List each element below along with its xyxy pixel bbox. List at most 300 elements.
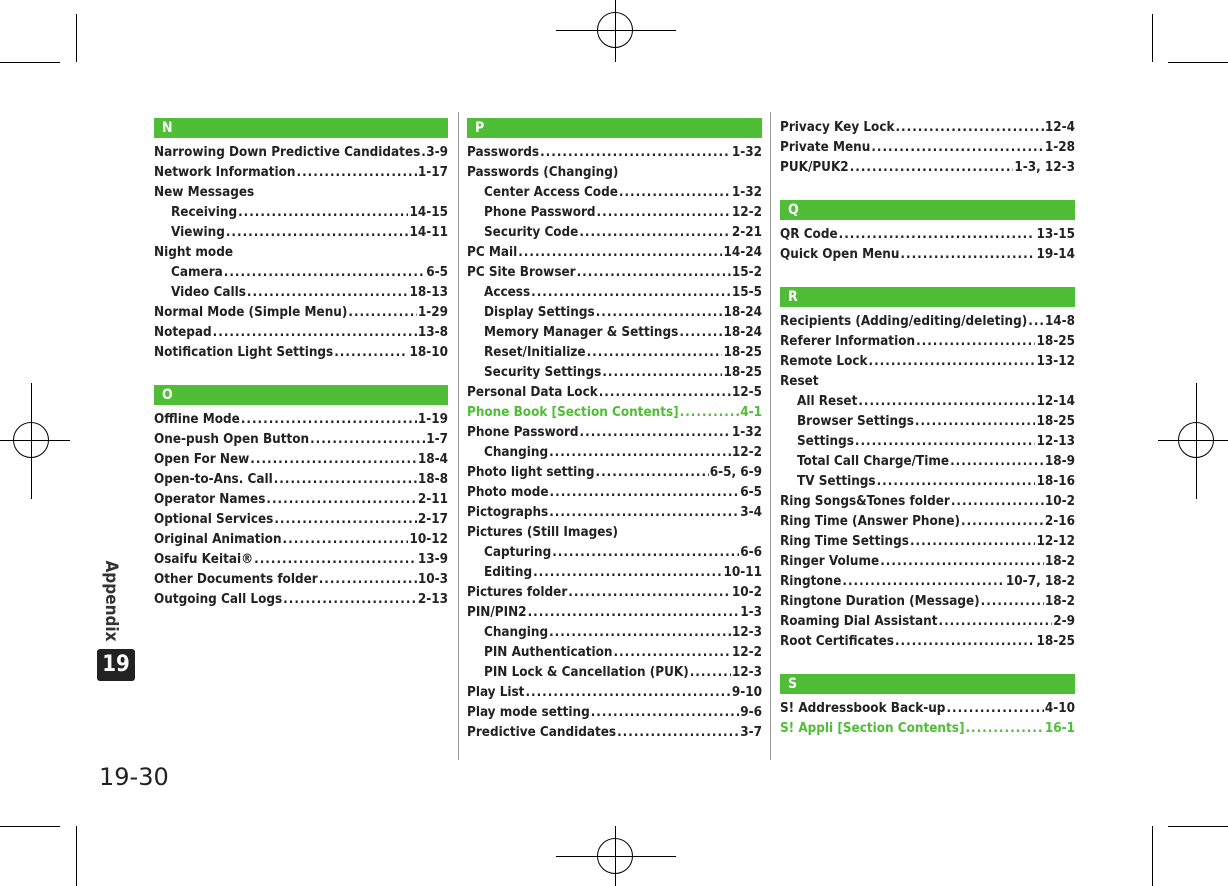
dot-leader [518,243,722,263]
crop-mark [0,826,60,827]
entry-term: S! Addressbook Back-up [780,701,946,716]
entry-term: PC Mail [467,245,518,260]
index-entry [467,503,762,523]
index-entry [467,163,762,183]
index-entry [467,663,762,683]
dot-leader [421,143,425,163]
dot-leader [1028,312,1044,332]
index-entry [154,550,448,570]
entry-page-ref: 9-10 [731,685,762,700]
entry-term: Pictographs [467,505,549,520]
index-entry [467,283,762,303]
entry-term: Offline Mode [154,412,240,427]
entry-page-ref: 12-13 [1036,434,1075,449]
dot-leader [617,723,739,743]
dot-leader [549,503,739,523]
entry-term: PC Site Browser [467,265,576,280]
entry-page-ref: 2-13 [417,592,448,607]
entry-term: Notification Light Settings [154,345,334,360]
index-entry [154,570,448,590]
entry-term: Recipients (Adding/editing/deleting) [780,314,1028,329]
entry-term: Ring Songs&Tones folder [780,494,950,509]
index-entry [780,352,1075,372]
index-entry [467,383,762,403]
entry-term: Private Menu [780,140,871,155]
index-entry [154,430,448,450]
entry-page-ref: 12-2 [731,445,762,460]
index-entry [780,552,1075,572]
dot-leader [895,632,1036,652]
entry-term: Open-to-Ans. Call [154,472,273,487]
index-entry [467,643,762,663]
entry-term: Viewing [171,225,225,240]
crop-mark [76,826,77,886]
dot-leader [274,510,417,530]
column-divider [770,112,771,760]
index-entry [780,412,1075,432]
chapter-number-badge: 19 [97,649,135,681]
index-entry [780,699,1075,719]
section-header: Q [780,200,1075,220]
index-entry [467,523,762,543]
entry-term: Photo light setting [467,465,595,480]
index-entry [780,512,1075,532]
entry-page-ref: 15-5 [731,285,762,300]
entry-page-ref: 18-8 [417,472,448,487]
index-entry [154,450,448,470]
index-entry [467,443,762,463]
entry-page-ref: 2-17 [417,512,448,527]
entry-term: Passwords (Changing) [467,165,619,180]
entry-term: All Reset [797,394,858,409]
index-column-2 [467,118,762,743]
index-column-1 [154,118,448,610]
entry-term: Optional Services [154,512,274,527]
dot-leader [900,245,1035,265]
entry-term: Browser Settings [797,414,914,429]
dot-leader [213,323,417,343]
entry-page-ref: 18-2 [1044,554,1075,569]
entry-term: Memory Manager & Settings [484,325,679,340]
entry-page-ref: 2-9 [1053,614,1075,629]
entry-page-ref: 18-4 [417,452,448,467]
index-column-3 [780,118,1075,739]
entry-page-ref: 18-2 [1044,594,1075,609]
entry-page-ref: 10-2 [731,585,762,600]
index-entry [780,118,1075,138]
entry-page-ref: 9-6 [740,705,762,720]
entry-term: Root Certificates [780,634,894,649]
entry-term: S! Appli [Section Contents] [780,721,965,736]
crop-mark [1168,62,1228,63]
entry-page-ref: 2-11 [417,492,448,507]
entry-term: Predictive Candidates [467,725,617,740]
entry-term: TV Settings [797,474,876,489]
dot-leader [850,158,1014,178]
entry-term: Osaifu Keitai® [154,552,254,567]
entry-term: Original Animation [154,532,282,547]
dot-leader [950,452,1044,472]
index-entry [467,263,762,283]
entry-term: Privacy Key Lock [780,120,895,135]
entry-page-ref: 12-12 [1036,534,1075,549]
dot-leader [981,592,1044,612]
entry-page-ref: 13-9 [417,552,448,567]
section-header: R [780,287,1075,307]
entry-term: Total Call Charge/Time [797,454,950,469]
entry-term: Night mode [154,245,233,260]
entry-page-ref: 6-5 [426,265,448,280]
dot-leader [531,283,731,303]
dot-leader [869,352,1036,372]
entry-term: Outgoing Call Logs [154,592,283,607]
dot-leader [690,663,731,683]
entry-page-ref: 14-8 [1044,314,1075,329]
index-entry [780,225,1075,245]
section-header: S [780,674,1075,694]
index-entry [154,243,448,263]
entry-term: Pictures folder [467,585,568,600]
crop-mark [1152,826,1153,886]
index-entry [780,572,1075,592]
entry-term: Reset/Initialize [484,345,586,360]
crop-mark [76,14,77,62]
entry-page-ref: 18-25 [1036,414,1075,429]
dot-leader [839,225,1036,245]
dot-leader [224,263,425,283]
dot-leader [274,470,417,490]
entry-page-ref: 18-24 [723,305,762,320]
section-header: N [154,118,448,138]
index-entry [780,632,1075,652]
entry-term: Play List [467,685,525,700]
index-entry [780,592,1075,612]
entry-page-ref: 1-7 [426,432,448,447]
entry-page-ref: 1-17 [417,165,448,180]
dot-leader [910,532,1036,552]
index-entry [154,263,448,283]
dot-leader [915,412,1036,432]
index-entry [467,363,762,383]
dot-leader [549,443,731,463]
dot-leader [250,450,417,470]
index-entry [467,563,762,583]
entry-page-ref: 18-25 [723,365,762,380]
entry-page-ref: 19-14 [1036,247,1075,262]
index-entry [467,623,762,643]
index-entry [154,223,448,243]
section-header: O [154,385,448,405]
index-entry [467,483,762,503]
entry-page-ref: 12-5 [731,385,762,400]
registration-mark [13,422,49,458]
index-entry [154,163,448,183]
entry-page-ref: 1-28 [1044,140,1075,155]
entry-term: PIN/PIN2 [467,605,527,620]
entry-term: Phone Book [Section Contents] [467,405,679,420]
entry-page-ref: 13-15 [1036,227,1075,242]
entry-page-ref: 18-13 [409,285,448,300]
entry-term: Security Settings [484,365,602,380]
index-entry [780,532,1075,552]
page-number: 19-30 [99,763,169,791]
dot-leader [568,583,731,603]
entry-term: New Messages [154,185,255,200]
entry-page-ref: 13-8 [417,325,448,340]
index-entry [467,423,762,443]
index-entry [780,472,1075,492]
entry-page-ref: 10-11 [723,565,762,580]
dot-leader [965,719,1043,739]
dot-leader [579,223,730,243]
index-entry [154,323,448,343]
entry-page-ref: 2-16 [1044,514,1075,529]
entry-term: Passwords [467,145,540,160]
index-entry [154,530,448,550]
index-entry [780,392,1075,412]
index-entry [467,463,762,483]
dot-leader [613,643,730,663]
section-gap [780,265,1075,287]
dot-leader [599,383,731,403]
entry-term: Roaming Dial Assistant [780,614,938,629]
dot-leader [283,530,409,550]
dot-leader [939,612,1053,632]
entry-term: Photo mode [467,485,549,500]
index-entry [154,343,448,363]
entry-page-ref: 18-25 [1036,334,1075,349]
dot-leader [525,683,730,703]
entry-page-ref: 10-7, 18-2 [1005,574,1075,589]
entry-term: Ring Time (Answer Phone) [780,514,961,529]
entry-page-ref: 6-5, 6-9 [709,465,762,480]
entry-page-ref: 18-24 [723,325,762,340]
section-header: P [467,118,762,138]
dot-leader [283,590,417,610]
entry-term: Video Calls [171,285,246,300]
column-divider [458,112,459,760]
entry-term: QR Code [780,227,838,242]
entry-term: Phone Password [484,205,596,220]
dot-leader [596,463,709,483]
entry-page-ref: 3-7 [740,725,762,740]
entry-page-ref: 10-12 [409,532,448,547]
section-gap [780,652,1075,674]
entry-page-ref: 10-3 [417,572,448,587]
entry-page-ref: 12-2 [731,205,762,220]
dot-leader [552,543,739,563]
index-entry [780,312,1075,332]
entry-page-ref: 12-4 [1044,120,1075,135]
entry-page-ref: 10-2 [1044,494,1075,509]
dot-leader [348,303,416,323]
entry-term: Normal Mode (Simple Menu) [154,305,348,320]
entry-page-ref: 12-3 [731,625,762,640]
index-entry [467,583,762,603]
entry-page-ref: 1-32 [731,185,762,200]
dot-leader [916,332,1035,352]
entry-term: PIN Authentication [484,645,613,660]
dot-leader [679,323,722,343]
entry-page-ref: 12-2 [731,645,762,660]
dot-leader [266,490,416,510]
dot-leader [310,430,425,450]
entry-term: Play mode setting [467,705,590,720]
entry-page-ref: 18-10 [409,345,448,360]
index-entry [154,283,448,303]
entry-term: Display Settings [484,305,595,320]
index-entry [154,410,448,430]
dot-leader [533,563,722,583]
index-entry [780,138,1075,158]
section-gap [780,178,1075,200]
dot-leader [549,623,731,643]
index-entry [154,490,448,510]
entry-term: Personal Data Lock [467,385,598,400]
entry-page-ref: 1-3, 12-3 [1014,160,1075,175]
dot-leader [334,343,408,363]
dot-leader [602,363,722,383]
dot-leader [297,163,417,183]
dot-leader [241,410,417,430]
entry-page-ref: 18-25 [723,345,762,360]
dot-leader [587,343,723,363]
dot-leader [596,303,723,323]
dot-leader [619,183,731,203]
entry-term: Ring Time Settings [780,534,909,549]
index-entry[interactable] [467,403,762,423]
index-entry [467,183,762,203]
entry-term: Open For New [154,452,250,467]
index-entry [467,683,762,703]
dot-leader [591,703,739,723]
index-entry [467,143,762,163]
entry-term: Ringer Volume [780,554,880,569]
registration-mark [597,12,633,48]
index-entry [467,303,762,323]
dot-leader [871,138,1044,158]
index-entry [467,703,762,723]
index-entry [154,203,448,223]
entry-page-ref: 1-32 [731,145,762,160]
entry-term: Narrowing Down Predictive Candidates [154,145,421,160]
registration-mark [1178,422,1214,458]
entry-term: Editing [484,565,533,580]
index-entry [780,612,1075,632]
index-entry [780,492,1075,512]
entry-term: Center Access Code [484,185,618,200]
dot-leader [550,483,740,503]
dot-leader [880,552,1044,572]
dot-leader [961,512,1044,532]
entry-page-ref: 4-10 [1044,701,1075,716]
index-entry [780,332,1075,352]
entry-page-ref: 3-9 [426,145,448,160]
entry-term: Capturing [484,545,552,560]
entry-page-ref: 6-5 [740,485,762,500]
dot-leader [580,423,731,443]
entry-page-ref: 2-21 [731,225,762,240]
section-gap [154,363,448,385]
entry-term: Pictures (Still Images) [467,525,619,540]
entry-page-ref: 13-12 [1036,354,1075,369]
index-entry [467,343,762,363]
entry-term: Referer Information [780,334,916,349]
dot-leader [842,572,1005,592]
entry-page-ref: 14-24 [723,245,762,260]
entry-page-ref: 14-15 [409,205,448,220]
dot-leader [951,492,1044,512]
registration-mark [597,838,633,874]
entry-term: Ringtone [780,574,842,589]
entry-term: Ringtone Duration (Message) [780,594,980,609]
index-entry [780,452,1075,472]
entry-term: Access [484,285,531,300]
index-entry [467,223,762,243]
entry-page-ref: 6-6 [740,545,762,560]
entry-page-ref: 18-9 [1044,454,1075,469]
entry-page-ref: 3-4 [740,505,762,520]
dot-leader [577,263,731,283]
dot-leader [895,118,1043,138]
entry-page-ref: 15-2 [731,265,762,280]
entry-page-ref: 1-3 [740,605,762,620]
entry-term: PUK/PUK2 [780,160,849,175]
entry-term: Camera [171,265,223,280]
entry-page-ref: 1-29 [417,305,448,320]
entry-page-ref: 16-1 [1044,721,1075,736]
dot-leader [877,472,1036,492]
entry-page-ref: 12-3 [731,665,762,680]
entry-term: Reset [780,374,819,389]
dot-leader [528,603,740,623]
entry-term: PIN Lock & Cancellation (PUK) [484,665,689,680]
index-entry [154,590,448,610]
dot-leader [319,570,417,590]
index-entry [780,158,1075,178]
entry-term: Notepad [154,325,212,340]
index-entry [467,723,762,743]
entry-page-ref: 1-19 [417,412,448,427]
dot-leader [946,699,1043,719]
dot-leader [858,392,1035,412]
dot-leader [680,403,740,423]
chapter-label: Appendix [101,560,121,642]
entry-page-ref: 4-1 [740,405,762,420]
entry-term: Changing [484,625,549,640]
index-entry [154,470,448,490]
entry-page-ref: 14-11 [409,225,448,240]
entry-term: Network Information [154,165,296,180]
dot-leader [238,203,408,223]
dot-leader [597,203,731,223]
entry-term: Changing [484,445,549,460]
entry-term: Quick Open Menu [780,247,900,262]
dot-leader [254,550,417,570]
dot-leader [855,432,1036,452]
index-entry [154,143,448,163]
index-entry [780,372,1075,392]
entry-term: Phone Password [467,425,579,440]
crop-mark [1152,14,1153,62]
index-entry [154,510,448,530]
entry-page-ref: 1-32 [731,425,762,440]
index-entry [467,603,762,623]
entry-term: Security Code [484,225,579,240]
entry-page-ref: 18-25 [1036,634,1075,649]
index-entry[interactable] [780,719,1075,739]
index-entry [780,432,1075,452]
